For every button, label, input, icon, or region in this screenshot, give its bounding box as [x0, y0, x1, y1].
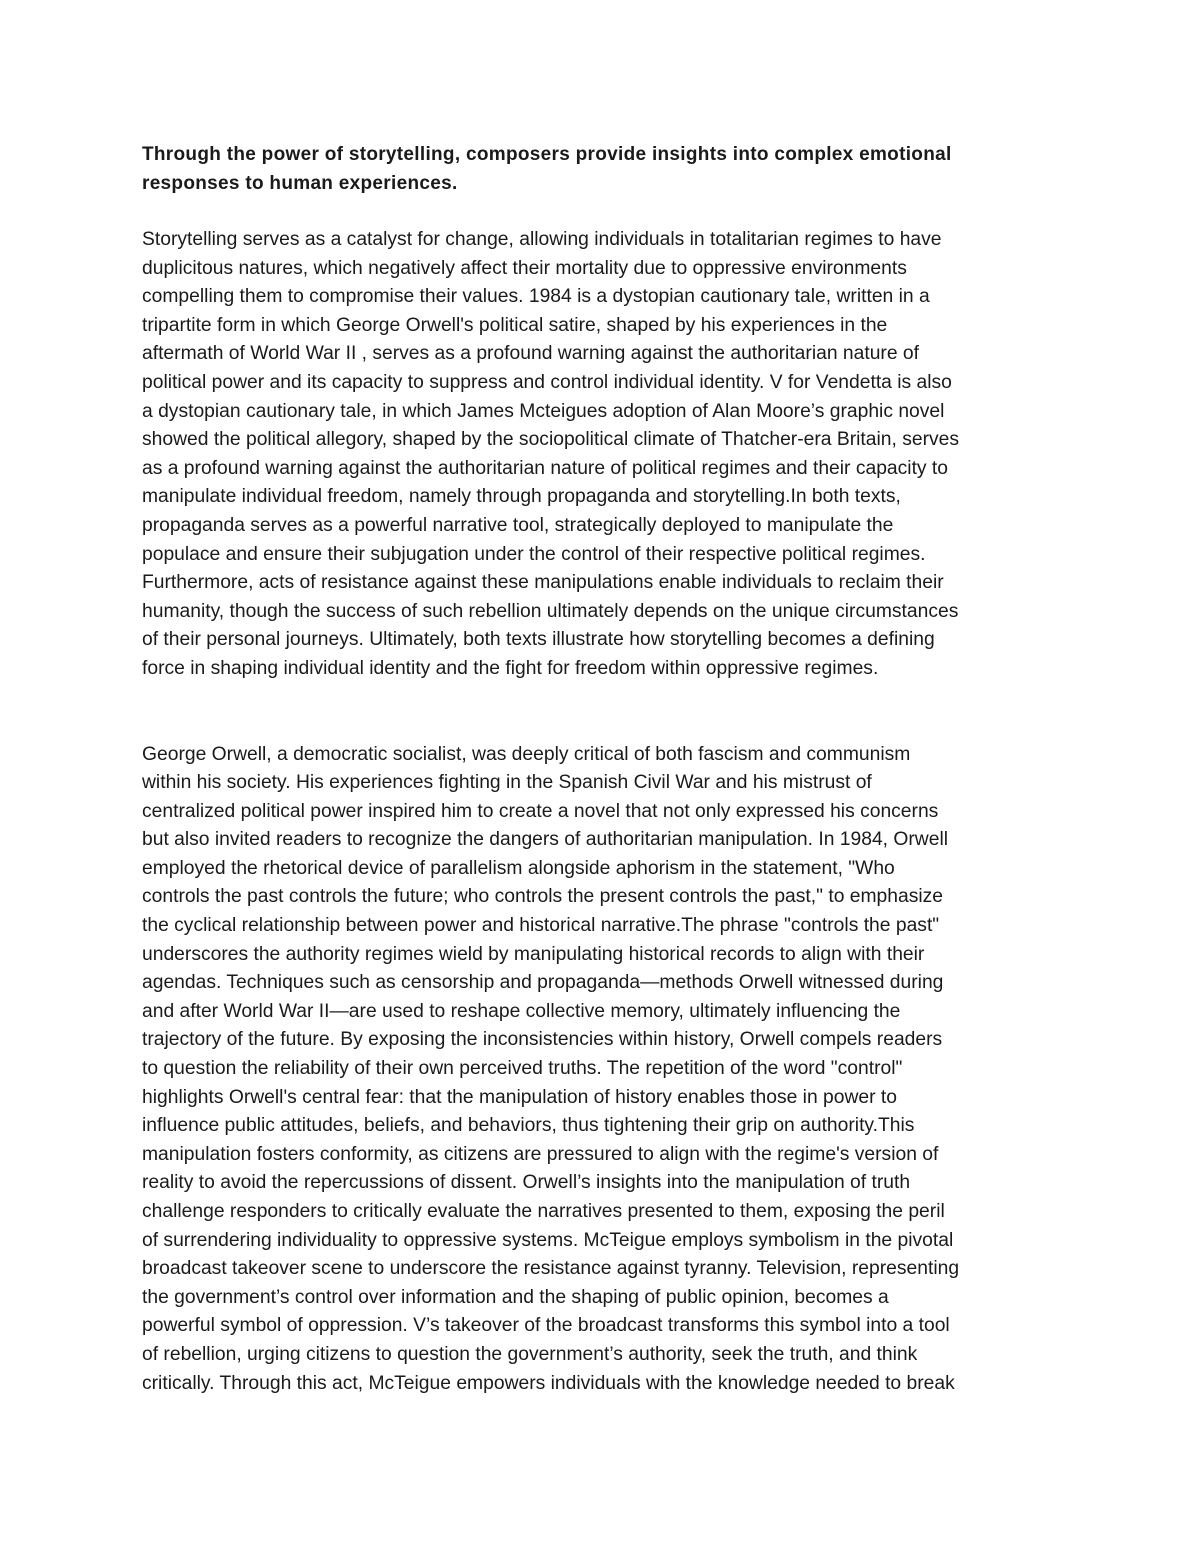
text-line: manipulate individual freedom, namely through propaganda and storytelling.In both texts, [142, 486, 901, 508]
text-line: of their personal journeys. Ultimately, both texts illustrate how storytelling becomes a defining [142, 629, 935, 651]
text-line: propaganda serves as a powerful narrative tool, strategically deployed to manipulate the [142, 514, 894, 536]
text-line: within his society. His experiences fighting in the Spanish Civil War and his mistrust of [142, 772, 872, 794]
text-line: aftermath of World War II , serves as a profound warning against the authoritarian nature of [142, 343, 920, 365]
spacer [142, 684, 1062, 741]
document-page [142, 140, 1062, 1398]
text-line: broadcast takeover scene to underscore the resistance against tyranny. Television, representing [142, 1258, 960, 1280]
text-line: and after World War II—are used to reshape collective memory, ultimately influencing the [142, 1000, 901, 1022]
text-line: of surrendering individuality to oppressive systems. McTeigue employs symbolism in the pivotal [142, 1229, 954, 1251]
text-line: Storytelling serves as a catalyst for change, allowing individuals in totalitarian regimes to have [142, 229, 942, 250]
text-line: compelling them to compromise their values. 1984 is a dystopian cautionary tale, written in a [142, 286, 930, 308]
text-line: controls the past controls the future; who controls the present controls the past," to emphasize [142, 886, 944, 908]
text-line: a dystopian cautionary tale, in which James Mcteigues adoption of Alan Moore’s graphic novel [142, 400, 945, 422]
text-line: underscores the authority regimes wield by manipulating historical records to align with their [142, 943, 925, 965]
text-line: duplicitous natures, which negatively affect their mortality due to oppressive environments [142, 257, 907, 279]
title-line: Through the power of storytelling, composers provide insights into complex emotional [142, 144, 952, 165]
text-line: of rebellion, urging citizens to question the government’s authority, seek the truth, and think [142, 1343, 918, 1365]
text-line: reality to avoid the repercussions of dissent. Orwell’s insights into the manipulation of truth [142, 1172, 911, 1194]
text-line: as a profound warning against the authoritarian nature of political regimes and their capacity to [142, 457, 949, 479]
text-line: political power and its capacity to suppress and control individual identity. V for Vendetta is also [142, 371, 952, 393]
text-line: George Orwell, a democratic socialist, was deeply critical of both fascism and communism [142, 743, 911, 765]
text-line: force in shaping individual identity and the fight for freedom within oppressive regimes. [142, 657, 879, 679]
text-line: powerful symbol of oppression. V’s takeover of the broadcast transforms this symbol into a tool [142, 1315, 950, 1337]
text-line: centralized political power inspired him to create a novel that not only expressed his concerns [142, 800, 939, 822]
text-line: showed the political allegory, shaped by the sociopolitical climate of Thatcher-era Britain, serves [142, 429, 960, 451]
text-line: populace and ensure their subjugation under the control of their respective political regimes. [142, 543, 926, 565]
text-line: humanity, though the success of such rebellion ultimately depends on the unique circumstances [142, 600, 959, 622]
text-line: the cyclical relationship between power and historical narrative.The phrase "controls the past" [142, 915, 940, 937]
text-line: employed the rhetorical device of parallelism alongside aphorism in the statement, "Who [142, 857, 895, 879]
text-line: challenge responders to critically evaluate the narratives presented to them, exposing the peril [142, 1201, 945, 1222]
text-line: tripartite form in which George Orwell's political satire, shaped by his experiences in the [142, 314, 888, 336]
title-line: responses to human experiences. [142, 173, 458, 194]
text-line: trajectory of the future. By exposing the inconsistencies within history, Orwell compels readers [142, 1029, 943, 1051]
spacer [142, 198, 1062, 226]
text-line: agendas. Techniques such as censorship and propaganda—methods Orwell witnessed during [142, 972, 944, 994]
text-line: critically. Through this act, McTeigue empowers individuals with the knowledge needed to break [142, 1372, 955, 1394]
text-line: Furthermore, acts of resistance against these manipulations enable individuals to reclaim their [142, 572, 944, 594]
text-line: but also invited readers to recognize the dangers of authoritarian manipulation. In 1984, Orwell [142, 829, 949, 851]
text-line: manipulation fosters conformity, as citizens are pressured to align with the regime's version of [142, 1143, 939, 1165]
intro-paragraph [142, 226, 1062, 684]
document-title [142, 140, 1062, 198]
text-line: influence public attitudes, beliefs, and behaviors, thus tightening their grip on authority.This [142, 1115, 915, 1137]
text-line: to question the reliability of their own perceived truths. The repetition of the word "control" [142, 1058, 903, 1080]
text-line: highlights Orwell's central fear: that the manipulation of history enables those in power to [142, 1086, 897, 1108]
text-line: the government’s control over information and the shaping of public opinion, becomes a [142, 1286, 889, 1308]
body-paragraph [142, 741, 1062, 1399]
